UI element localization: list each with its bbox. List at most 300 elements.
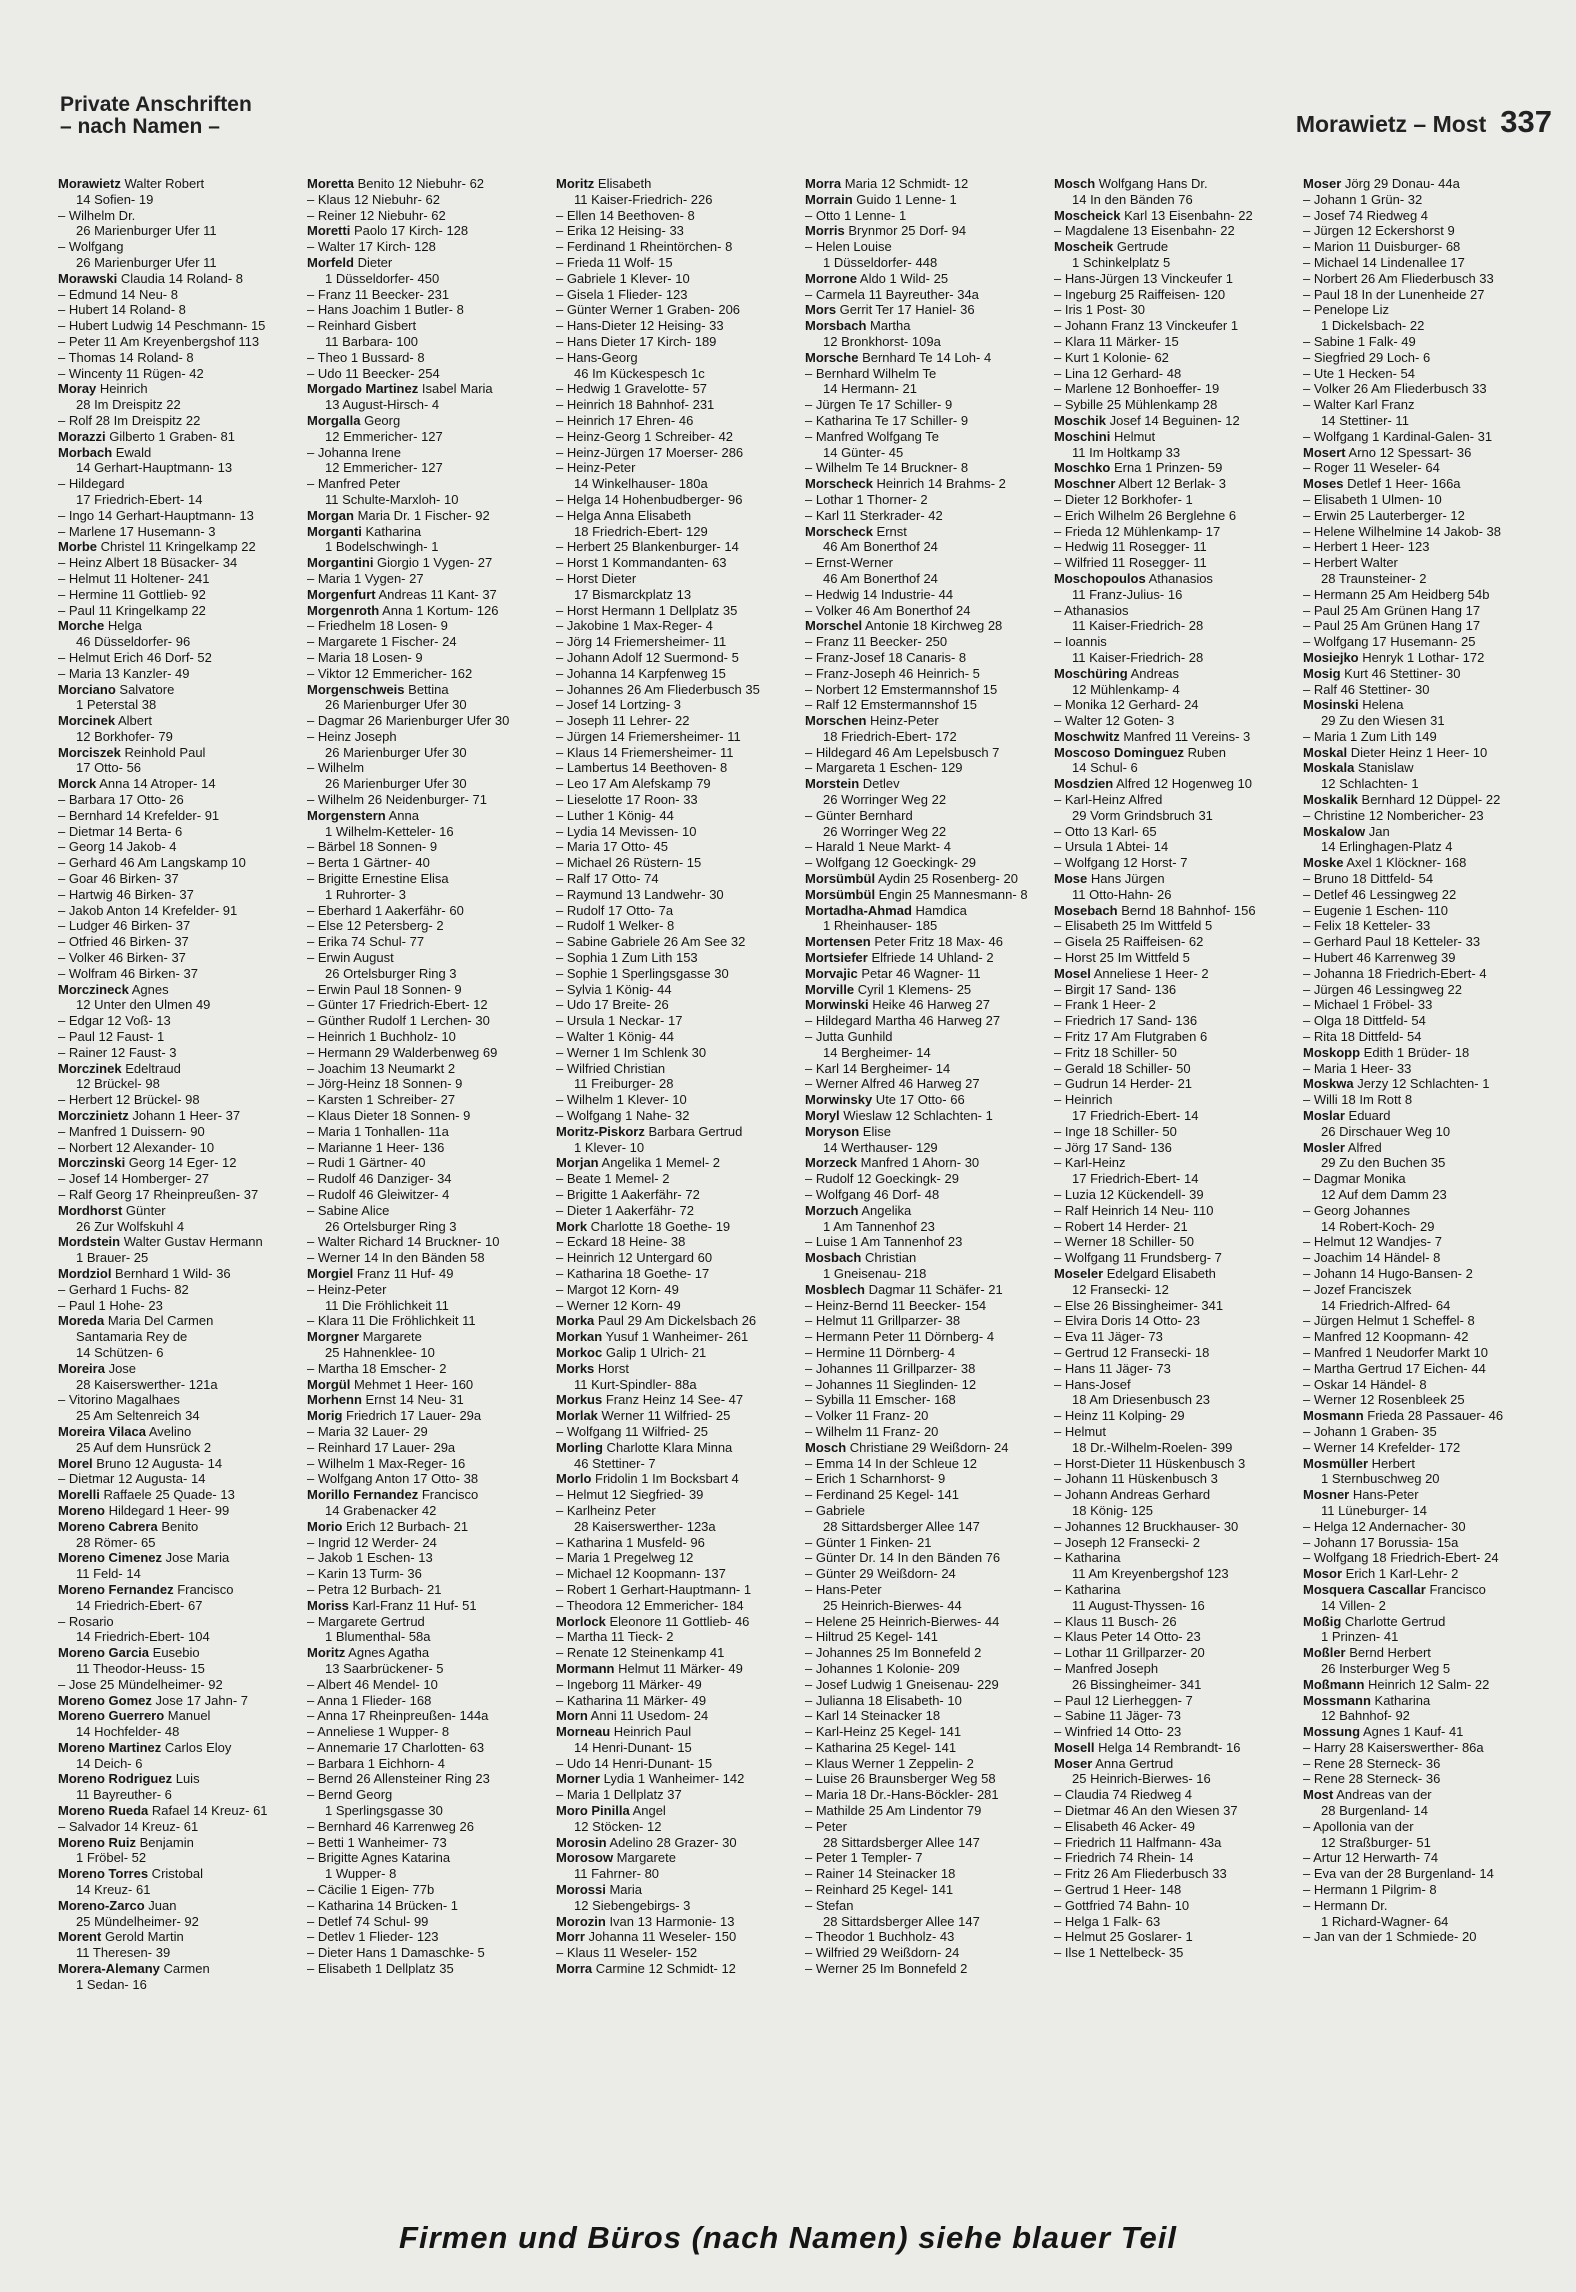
entry-line: – Anneliese 1 Wupper- 8 [307,1724,450,1740]
entry-line: – Gertrud 12 Fransecki- 18 [1054,1344,1210,1360]
surname: Morciszek [58,744,121,760]
entry-line: – Erwin Paul 18 Sonnen- 9 [307,981,462,997]
surname: Mosbach [805,1250,862,1266]
entry-address-line: 12 Emmericher- 127 [325,428,443,444]
entry-surname-line: Morera-Alemany Carmen [58,1961,210,1977]
entry-surname-line: Morgiel Franz 11 Huf- 49 [307,1265,454,1281]
entry-line: – Paul 11 Kringelkamp 22 [58,602,206,618]
entry-line: – Bernhard 46 Karrenweg 26 [307,1818,474,1834]
surname: Moschner [1054,476,1116,492]
entry-line: – Hermann 29 Walderbenweg 69 [307,1044,498,1060]
surname: Mosblech [805,1281,865,1297]
surname: Mosell [1054,1739,1095,1755]
entry-address-line: 1 Ruhrorter- 3 [325,886,406,902]
entry-surname-line: Mosmann Frieda 28 Passauer- 46 [1303,1408,1504,1424]
entry-address-line: 1 Blumenthal- 58a [325,1629,431,1645]
entry-surname-line: Moreno Garcia Eusebio [58,1645,200,1661]
entry-line: – Jürgen Helmut 1 Scheffel- 8 [1303,1313,1475,1329]
entry-surname-line: Moreda Maria Del Carmen [58,1313,214,1329]
entry-surname-line: Mosel Anneliese 1 Heer- 2 [1054,965,1209,981]
surname: Morneau [556,1724,611,1740]
entry-line: – Maria 1 Vygen- 27 [307,570,424,586]
entry-address-line: 1 Dickelsbach- 22 [1321,318,1425,334]
entry-address-line: 14 Friedrich-Ebert- 104 [76,1629,210,1645]
surname: Morciano [58,681,116,697]
entry-address-line: Santamaria Rey de [76,1329,188,1345]
entry-line: – Werner Alfred 46 Harweg 27 [805,1076,980,1092]
entry-line: – Eckard 18 Heine- 38 [556,1234,686,1250]
entry-address-line: 28 Sittardsberger Allee 147 [823,1834,980,1850]
entry-line: – Wolfgang 12 Goeckingk- 29 [805,855,977,871]
entry-surname-line: Morczinski Georg 14 Eger- 12 [58,1155,237,1171]
entry-line: – Dagmar 26 Marienburger Ufer 30 [307,713,510,729]
entry-surname-line: Morfeld Dieter [307,254,393,270]
entry-address-line: 11 Barbara- 100 [325,333,418,349]
entry-line: – Wolfgang 11 Wilfried- 25 [556,1423,708,1439]
entry-surname-line: Moreno Ruiz Benjamin [58,1834,194,1850]
surname: Morel [58,1455,93,1471]
surname: Morfeld [307,254,354,270]
entry-address-line: 14 Bergheimer- 14 [823,1044,931,1060]
entry-line: – Detlef 74 Schul- 99 [307,1913,429,1929]
entry-line: – Mathilde 25 Am Lindentor 79 [805,1803,982,1819]
entry-surname-line: Mossung Agnes 1 Kauf- 41 [1303,1724,1464,1740]
entry-address-line: 14 Deich- 6 [76,1755,143,1771]
surname: Morner [556,1771,601,1787]
entry-line: – Winfried 14 Otto- 23 [1054,1724,1182,1740]
entry-line: – Bruno 18 Dittfeld- 54 [1303,871,1434,887]
surname: Mosdzien [1054,776,1114,792]
entry-line: – Werner 12 Korn- 49 [556,1297,681,1313]
surname: Moschopoulos [1054,570,1146,586]
entry-line: – Volker 46 Am Bonerthof 24 [805,602,971,618]
entry-surname-line: Morcinek Albert [58,713,152,729]
entry-surname-line: Morlo Fridolin 1 Im Bocksbart 4 [556,1471,739,1487]
entry-line: – Sybilla 11 Emscher- 168 [805,1392,956,1408]
entry-surname-line: Moreno Guerrero Manuel [58,1708,211,1724]
entry-line: – Erwin August [307,950,394,966]
footer-note: Firmen und Büros (nach Namen) siehe blauer Teil [399,2220,1177,2255]
name-range: Morawietz – Most [1295,111,1487,137]
entry-address-line: 14 Schützen- 6 [76,1344,164,1360]
entry-line: – Paul 25 Am Grünen Hang 17 [1303,618,1481,634]
entry-line: – Sophie 1 Sperlingsgasse 30 [556,965,729,981]
entry-line: – Günter Dr. 14 In den Bänden 76 [805,1550,1001,1566]
entry-line: – Herbert 25 Blankenburger- 14 [556,539,739,555]
entry-line: – Werner 14 Krefelder- 172 [1303,1439,1461,1455]
entry-line: – Frieda 11 Wolf- 15 [556,254,673,270]
entry-line: – Karsten 1 Schreiber- 27 [307,1092,456,1108]
entry-line: – Katharina 25 Kegel- 141 [805,1739,957,1755]
entry-line: – Wilhelm Dr. [58,207,136,223]
entry-surname-line: Moskalow Jan [1303,823,1390,839]
entry-line: – Elisabeth 1 Dellplatz 35 [307,1961,454,1977]
surname: Morck [58,776,97,792]
entry-surname-line: Moreno Cabrera Benito [58,1518,199,1534]
entry-line: – Wilhelm 1 Klever- 10 [556,1092,687,1108]
entry-line: – Sophia 1 Zum Lith 153 [556,950,698,966]
entry-line: – Hildegard Martha 46 Harweg 27 [805,1013,1001,1029]
entry-line: – Albert 46 Mendel- 10 [307,1676,438,1692]
entry-address-line: 18 Dr.-Wilhelm-Roelen- 399 [1072,1439,1233,1455]
surname: Morsbach [805,318,867,334]
entry-surname-line: Morks Horst [556,1360,629,1376]
entry-line: – Fritz 17 Am Flutgraben 6 [1054,1029,1208,1045]
entry-line: – Brigitte Ernestine Elisa [307,871,449,887]
entry-line: – Hans-Josef [1054,1376,1131,1392]
entry-line: – Udo 14 Henri-Dunant- 15 [556,1755,713,1771]
entry-line: – Maria 1 Tonhallen- 11a [307,1123,449,1139]
entry-line: – Michael 1 Fröbel- 33 [1303,997,1433,1013]
surname: Moritz-Piskorz [556,1123,645,1139]
entry-surname-line: Mossmann Katharina [1303,1692,1431,1708]
entry-line: – Georg 14 Jakob- 4 [58,839,177,855]
entry-address-line: 26 Bissingheimer- 341 [1072,1676,1202,1692]
entry-surname-line: Morawietz Walter Robert [58,176,205,191]
entry-address-line: 28 Im Dreispitz 22 [76,397,181,413]
entry-line: – Hubert 14 Roland- 8 [58,302,186,318]
entry-surname-line: Moschwitz Manfred 11 Vereins- 3 [1054,728,1251,744]
entry-address-line: 1 Wilhelm-Ketteler- 16 [325,823,454,839]
entry-surname-line: Mosblech Dagmar 11 Schäfer- 21 [805,1281,1003,1297]
entry-line: – Elisabeth 1 Ulmen- 10 [1303,491,1442,507]
entry-address-line: 1 Schinkelplatz 5 [1072,254,1171,270]
entry-line: – Wolfgang 11 Frundsberg- 7 [1054,1250,1222,1266]
entry-line: – Felix 18 Ketteler- 33 [1303,918,1431,934]
entry-line: – Maria 1 Zum Lith 149 [1303,728,1437,744]
entry-surname-line: Moryson Elise [805,1123,891,1139]
entry-line: – Gerhard 1 Fuchs- 82 [58,1281,189,1297]
entry-line: – Fritz 26 Am Fliederbusch 33 [1054,1866,1227,1882]
entry-line: – Betti 1 Wanheimer- 73 [307,1834,447,1850]
entry-surname-line: Morbach Ewald [58,444,152,460]
entry-line: – Horst 25 Im Wittfeld 5 [1054,950,1190,966]
entry-address-line: 26 Ortelsburger Ring 3 [325,1218,457,1234]
entry-surname-line: Moreira Vilaca Avelino [58,1423,192,1439]
entry-line: – Maria 13 Kanzler- 49 [58,665,190,681]
entry-line: – Helene Wilhelmine 14 Jakob- 38 [1303,523,1501,539]
entry-surname-line: Mordstein Walter Gustav Hermann [58,1234,263,1250]
surname: Morcinek [58,713,116,729]
entry-line: – Reinhard 25 Kegel- 141 [805,1882,954,1898]
entry-address-line: 25 Heinrich-Bierwes- 44 [823,1597,962,1613]
entry-line: – Gerald 18 Schiller- 50 [1054,1060,1191,1076]
surname: Morrone [805,270,857,286]
entry-surname-line: Mors Gerrit Ter 17 Haniel- 36 [805,302,975,318]
entry-surname-line: Morn Anni 11 Usedom- 24 [556,1708,709,1724]
entry-surname-line: Mormann Helmut 11 Märker- 49 [556,1660,743,1676]
entry-surname-line: Moser Jörg 29 Donau- 44a [1303,176,1460,191]
entry-line: – Michael 12 Koopmann- 137 [556,1566,726,1582]
section-title-line2: – nach Namen – [60,115,220,138]
entry-address-line: 28 Römer- 65 [76,1534,156,1550]
entry-address-line: 14 Hochfelder- 48 [76,1724,180,1740]
entry-address-line: 12 Unter den Ulmen 49 [76,997,211,1013]
entry-address-line: 11 Bayreuther- 6 [76,1787,172,1803]
entry-address-line: 18 König- 125 [1072,1502,1153,1518]
entry-surname-line: Moskal Dieter Heinz 1 Heer- 10 [1303,744,1488,760]
entry-surname-line: Moritz-Piskorz Barbara Gertrud [556,1123,743,1139]
entry-line: – Luise 1 Am Tannenhof 23 [805,1234,963,1250]
entry-line: – Katharina Te 17 Schiller- 9 [805,412,969,428]
entry-line: – Norbert 26 Am Fliederbusch 33 [1303,270,1494,286]
surname: Moritz [307,1645,346,1661]
entry-line: – Bernhard 14 Krefelder- 91 [58,807,220,823]
entry-line: – Michael 14 Lindenallee 17 [1303,254,1465,270]
surname: Mosmann [1303,1408,1364,1424]
entry-line: – Otto 1 Lenne- 1 [805,207,907,223]
entry-line: – Jutta Gunhild [805,1029,893,1045]
entry-line: – Ralf 17 Otto- 74 [556,871,659,887]
entry-line: – Wilhelm 1 Max-Reger- 16 [307,1455,466,1471]
entry-address-line: 14 Friedrich-Ebert- 67 [76,1597,203,1613]
entry-line: – Julianna 18 Elisabeth- 10 [805,1692,962,1708]
surname: Morkan [556,1329,603,1345]
surname: Morsümbül [805,871,876,887]
surname: Most [1303,1787,1334,1803]
entry-address-line: 29 Vorm Grindsbruch 31 [1072,807,1213,823]
entry-line: – Otfried 46 Birken- 37 [58,934,189,950]
entry-line: – Ingrid 12 Werder- 24 [307,1534,437,1550]
entry-address-line: 17 Friedrich-Ebert- 14 [1072,1108,1199,1124]
entry-surname-line: Morling Charlotte Klara Minna [556,1439,733,1455]
entry-line: – Marion 11 Duisburger- 68 [1303,239,1461,255]
entry-line: – Harry 28 Kaiserswerther- 86a [1303,1739,1484,1755]
entry-line: – Helga Anna Elisabeth [556,507,692,523]
entry-line: – Udo 17 Breite- 26 [556,997,669,1013]
entry-line: – Jose 25 Mündelheimer- 92 [58,1676,223,1692]
surname: Morris [805,223,845,239]
entry-address-line: 14 Stettiner- 11 [1321,412,1409,428]
surname: Moryl [805,1108,840,1124]
entry-line: – Rudolf 46 Gleiwitzer- 4 [307,1187,450,1202]
entry-line: – Beate 1 Memel- 2 [556,1171,670,1187]
entry-line: – Roger 11 Weseler- 64 [1303,460,1440,476]
surname: Morjan [556,1155,599,1171]
entry-line: – Walter 17 Kirch- 128 [307,239,436,255]
entry-surname-line: Morner Lydia 1 Wanheimer- 142 [556,1771,745,1787]
entry-line: – Hedwig 1 Gravelotte- 57 [556,381,708,397]
entry-address-line: 26 Marienburger Ufer 11 [76,254,217,270]
entry-line: – Paul 1 Hohe- 23 [58,1297,163,1313]
entry-surname-line: Morra Carmine 12 Schmidt- 12 [556,1961,736,1977]
entry-line: – Inge 18 Schiller- 50 [1054,1123,1177,1139]
entry-line: – Johann Adolf 12 Suermond- 5 [556,649,739,665]
entry-surname-line: Morciano Salvatore [58,681,175,697]
entry-line: – Katharina 11 Märker- 49 [556,1692,707,1708]
entry-line: – Margot 12 Korn- 49 [556,1281,679,1297]
entry-line: – Theo 1 Bussard- 8 [307,349,425,365]
surname: Morzeck [805,1155,858,1171]
entry-address-line: 1 Gneisenau- 218 [823,1265,927,1281]
entry-line: – Heinz-Peter [307,1281,387,1297]
page-number: 337 [1500,104,1552,139]
surname: Moses [1303,476,1344,492]
entry-line: – Olga 18 Dittfeld- 54 [1303,1013,1426,1029]
entry-surname-line: Morgenroth Anna 1 Kortum- 126 [307,602,499,618]
entry-line: – Jakob Anton 14 Krefelder- 91 [58,902,238,918]
entry-surname-line: Morlock Eleonore 11 Gottlieb- 46 [556,1613,750,1629]
entry-line: – Karin 13 Turm- 36 [307,1566,422,1582]
entry-line: – Johannes 1 Kolonie- 209 [805,1660,960,1676]
surname: Moreno Fernandez [58,1581,174,1597]
entry-line: – Maria 32 Lauer- 29 [307,1423,428,1439]
entry-address-line: 14 Robert-Koch- 29 [1321,1218,1435,1234]
entry-line: – Joseph 12 Fransecki- 2 [1054,1534,1200,1550]
surname: Moscoso Dominguez [1054,744,1185,760]
entry-line: – Reinhard Gisbert [307,318,417,334]
entry-address-line: 11 Kurt-Spindler- 88a [574,1376,697,1392]
entry-line: – Helmut 25 Goslarer- 1 [1054,1929,1193,1945]
entry-line: – Karl 14 Bergheimer- 14 [805,1060,951,1076]
entry-line: – Karl-Heinz [1054,1155,1126,1171]
entry-surname-line: Moreno Fernandez Francisco [58,1581,234,1597]
surname: Mosch [805,1439,847,1455]
entry-line: – Dagmar Monika [1303,1171,1406,1187]
entry-line: – Johannes 12 Bruckhauser- 30 [1054,1518,1239,1534]
entry-surname-line: Mosdzien Alfred 12 Hogenweg 10 [1054,776,1253,792]
entry-line: – Hans Dieter 17 Kirch- 189 [556,333,717,349]
entry-line: – Dieter 12 Borkhofer- 1 [1054,491,1193,507]
entry-address-line: 1 Wupper- 8 [325,1866,397,1882]
entry-surname-line: Morwinsky Ute 17 Otto- 66 [805,1092,965,1108]
surname: Moßmann [1303,1676,1365,1692]
entry-line: – Michael 26 Rüstern- 15 [556,855,702,871]
entry-line: – Sylvia 1 König- 44 [556,981,672,997]
entry-address-line: 11 Franz-Julius- 16 [1072,586,1183,602]
entry-address-line: 11 August-Thyssen- 16 [1072,1597,1205,1613]
entry-line: – Paul 18 In der Lunenheide 27 [1303,286,1485,302]
surname: Moreno Guerrero [58,1708,165,1724]
entry-line: – Siegfried 29 Loch- 6 [1303,349,1431,365]
entry-line: – Günter 1 Finken- 21 [805,1534,932,1550]
entry-line: – Heinrich 12 Untergard 60 [556,1250,713,1266]
surname: Mosiejko [1303,649,1359,665]
entry-line: – Klaus 11 Weseler- 152 [556,1945,698,1961]
entry-surname-line: Morczineck Agnes [58,981,169,997]
surname: Morlak [556,1408,598,1424]
entry-surname-line: Morciszek Reinhold Paul [58,744,206,760]
surname: Moscheik [1054,239,1114,255]
entry-line: – Volker 46 Birken- 37 [58,950,186,966]
entry-line: – Heinz 11 Kolping- 29 [1054,1408,1185,1424]
column-1 [58,176,304,2206]
entry-address-line: 28 Burgenland- 14 [1321,1803,1428,1819]
entry-address-line: 18 Friedrich-Ebert- 172 [823,728,957,744]
entry-address-line: 13 August-Hirsch- 4 [325,397,440,413]
entry-line: – Peter 11 Am Kreyenbergshof 113 [58,333,260,349]
entry-address-line: 46 Düsseldorfer- 96 [76,634,191,650]
entry-surname-line: Morig Friedrich 17 Lauer- 29a [307,1408,482,1424]
entry-address-line: 46 Stettiner- 7 [574,1455,656,1471]
surname: Morosin [556,1834,607,1850]
surname: Moreda [58,1313,105,1329]
entry-line: – Heinz-Jürgen 17 Moerser- 286 [556,444,744,460]
entry-surname-line: Morazzi Gilberto 1 Graben- 81 [58,428,236,444]
entry-address-line: 11 Die Fröhlichkeit 11 [325,1297,449,1313]
entry-line: – Helmut 12 Wandjes- 7 [1303,1234,1442,1250]
entry-line: – Herbert Walter [1303,555,1398,571]
entry-line: – Gerhard 46 Am Langskamp 10 [58,855,246,871]
surname: Moskwa [1303,1076,1354,1092]
entry-line: – Heinrich 1 Buchholz- 10 [307,1029,456,1045]
entry-line: – Klara 11 Die Fröhlichkeit 11 [307,1313,476,1329]
entry-line: – Rita 18 Dittfeld- 54 [1303,1029,1422,1045]
entry-address-line: 25 Auf dem Hunsrück 2 [76,1439,212,1455]
section-title [60,94,252,138]
surname: Morbe [58,539,97,555]
entry-surname-line: Morgner Margarete [307,1329,422,1345]
entry-line: – Sybille 25 Mühlenkamp 28 [1054,397,1218,413]
entry-line: – Wolfgang 1 Nahe- 32 [556,1108,690,1124]
entry-line: – Erwin 25 Lauterberger- 12 [1303,507,1465,523]
entry-line: – Wilfried Christian [556,1060,666,1076]
entry-address-line: 25 Hahnenklee- 10 [325,1344,435,1360]
entry-line: – Jakob 1 Eschen- 13 [307,1550,433,1566]
entry-address-line: 26 Worringer Weg 22 [823,792,947,808]
surname: Mosch [1054,176,1096,191]
entry-line: – Maria 18 Dr.-Hans-Böckler- 281 [805,1787,999,1803]
surname: Morganti [307,523,362,539]
surname: Moreira Vilaca [58,1423,146,1439]
entry-address-line: 12 Schlachten- 1 [1321,776,1419,792]
entry-surname-line: Morel Bruno 12 Augusta- 14 [58,1455,223,1471]
entry-line: – Erika 74 Schul- 77 [307,934,425,950]
entry-line: – Katharina 14 Brücken- 1 [307,1897,459,1913]
surname: Moschüring [1054,665,1128,681]
entry-address-line: 11 Kaiser-Friedrich- 28 [1072,618,1204,634]
entry-line: – Manfred 1 Duissern- 90 [58,1123,205,1139]
entry-line: – Jürgen 14 Friemersheimer- 11 [556,728,741,744]
entry-line: – Maria 18 Losen- 9 [307,649,423,665]
surname: Moschini [1054,428,1111,444]
entry-surname-line: Moretti Paolo 17 Kirch- 128 [307,223,469,239]
entry-line: – Walter Karl Franz [1303,397,1415,413]
entry-line: – Else 26 Bissingheimer- 341 [1054,1297,1224,1313]
entry-line: – Elisabeth 46 Acker- 49 [1054,1818,1195,1834]
entry-surname-line: Morent Gerold Martin [58,1929,184,1945]
surname: Morczinek [58,1060,122,1076]
entry-address-line: 17 Friedrich-Ebert- 14 [76,491,203,507]
surname: Morsümbül [805,886,876,902]
entry-surname-line: Mosiejko Henryk 1 Lothar- 172 [1303,649,1485,665]
entry-line: – Sabine Gabriele 26 Am See 32 [556,934,746,950]
entry-line: – Helga 12 Andernacher- 30 [1303,1518,1466,1534]
entry-surname-line: Mosert Arno 12 Spessart- 36 [1303,444,1472,460]
entry-line: – Bärbel 18 Sonnen- 9 [307,839,438,855]
entry-line: – Lothar 1 Thorner- 2 [805,491,928,507]
entry-address-line: 14 In den Bänden 76 [1072,191,1193,207]
surname: Morio [307,1518,343,1534]
entry-surname-line: Morzeck Manfred 1 Ahorn- 30 [805,1155,980,1171]
surname: Moretti [307,223,351,239]
entry-surname-line: Morstein Detlev [805,776,900,792]
entry-surname-line: Morhenn Ernst 14 Neu- 31 [307,1392,464,1408]
entry-line: – Günter Werner 1 Graben- 206 [556,302,741,318]
entry-address-line: 12 Auf dem Damm 23 [1321,1187,1447,1202]
entry-line: – Helen Louise [805,239,892,255]
entry-surname-line: Mosor Erich 1 Karl-Lehr- 2 [1303,1566,1459,1582]
entry-line: – Annemarie 17 Charlotten- 63 [307,1739,485,1755]
entry-line: – Rudi 1 Gärtner- 40 [307,1155,426,1171]
entry-surname-line: Morczinietz Johann 1 Heer- 37 [58,1108,241,1124]
entry-address-line: 12 Bronkhorst- 109a [823,333,941,349]
entry-surname-line: Morgül Mehmet 1 Heer- 160 [307,1376,474,1392]
column-6 [1303,176,1549,2206]
entry-address-line: 1 Düsseldorfer- 448 [823,254,938,270]
entry-surname-line: Morkus Franz Heinz 14 See- 47 [556,1392,744,1408]
entry-address-line: 1 Bodelschwingh- 1 [325,539,439,555]
